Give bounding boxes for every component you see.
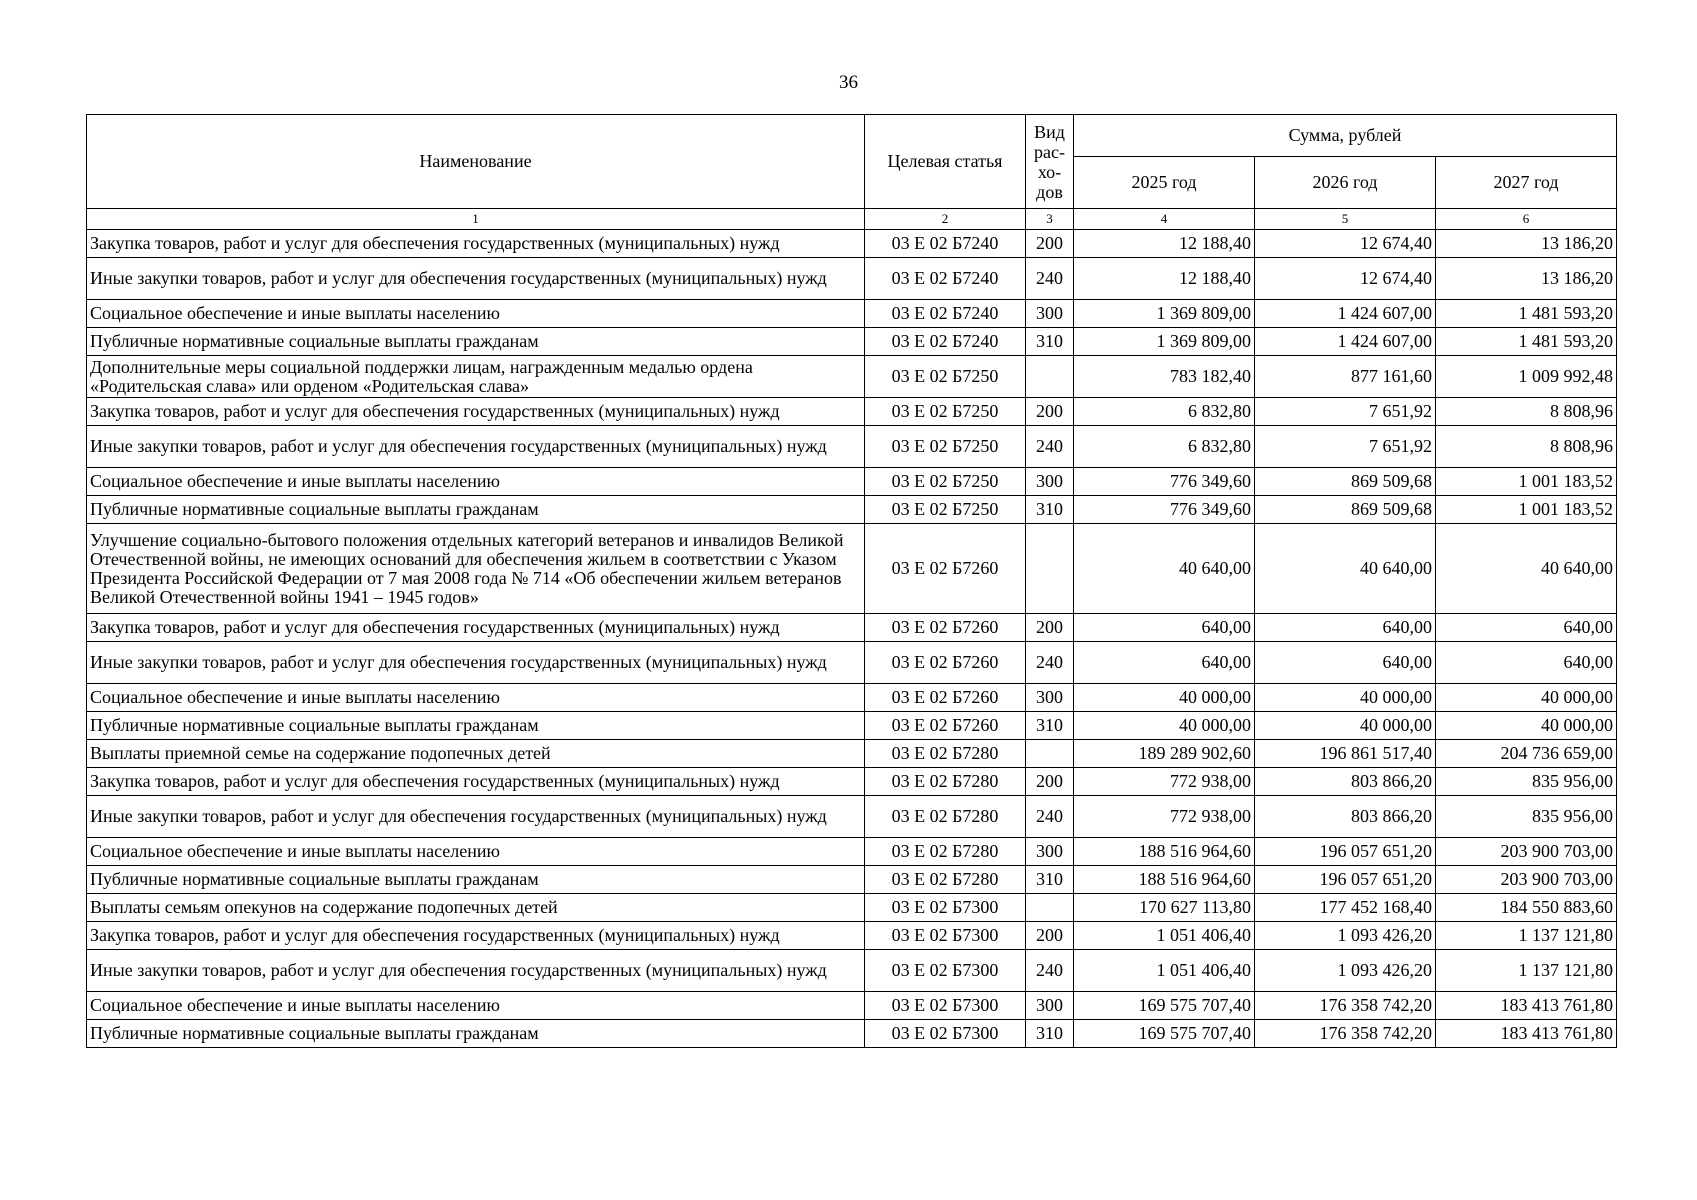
row-expense-type: 240: [1026, 796, 1074, 838]
row-name: Выплаты приемной семье на содержание подопечных детей: [87, 740, 865, 768]
row-name: Иные закупки товаров, работ и услуг для обеспечения государственных (муниципальных) нужд: [87, 258, 865, 300]
row-amount-2025: 12 188,40: [1074, 258, 1255, 300]
row-amount-2027: 40 000,00: [1436, 712, 1617, 740]
row-expense-type: 300: [1026, 300, 1074, 328]
row-target-code: 03 Е 02 Б7300: [865, 894, 1026, 922]
row-target-code: 03 Е 02 Б7280: [865, 768, 1026, 796]
row-amount-2026: 869 509,68: [1255, 496, 1436, 524]
row-amount-2026: 40 000,00: [1255, 712, 1436, 740]
row-amount-2025: 169 575 707,40: [1074, 992, 1255, 1020]
table-row: [87, 922, 1617, 950]
row-name: Публичные нормативные социальные выплаты гражданам: [87, 496, 865, 524]
row-amount-2025: 188 516 964,60: [1074, 866, 1255, 894]
row-target-code: 03 Е 02 Б7280: [865, 838, 1026, 866]
column-number: 2: [865, 209, 1026, 230]
row-name: Иные закупки товаров, работ и услуг для обеспечения государственных (муниципальных) нужд: [87, 426, 865, 468]
row-name: Социальное обеспечение и иные выплаты населению: [87, 838, 865, 866]
row-amount-2027: 13 186,20: [1436, 230, 1617, 258]
header-sum: Сумма, рублей: [1074, 115, 1617, 157]
row-target-code: 03 Е 02 Б7260: [865, 524, 1026, 614]
row-amount-2025: 1 051 406,40: [1074, 950, 1255, 992]
row-name: Социальное обеспечение и иные выплаты населению: [87, 684, 865, 712]
row-amount-2026: 196 057 651,20: [1255, 838, 1436, 866]
table-row: [87, 866, 1617, 894]
row-amount-2025: 170 627 113,80: [1074, 894, 1255, 922]
row-amount-2026: 7 651,92: [1255, 398, 1436, 426]
row-expense-type: 310: [1026, 1020, 1074, 1048]
row-amount-2025: 40 000,00: [1074, 684, 1255, 712]
table-row: [87, 894, 1617, 922]
row-name: Иные закупки товаров, работ и услуг для обеспечения государственных (муниципальных) нужд: [87, 642, 865, 684]
row-target-code: 03 Е 02 Б7240: [865, 230, 1026, 258]
row-amount-2025: 12 188,40: [1074, 230, 1255, 258]
row-amount-2027: 640,00: [1436, 614, 1617, 642]
row-amount-2025: 772 938,00: [1074, 796, 1255, 838]
row-amount-2025: 772 938,00: [1074, 768, 1255, 796]
row-amount-2027: 835 956,00: [1436, 768, 1617, 796]
row-expense-type: 240: [1026, 426, 1074, 468]
row-name: Публичные нормативные социальные выплаты гражданам: [87, 866, 865, 894]
row-name: Закупка товаров, работ и услуг для обеспечения государственных (муниципальных) нужд: [87, 768, 865, 796]
table-row: [87, 496, 1617, 524]
header-year-2026: 2026 год: [1255, 157, 1436, 209]
row-target-code: 03 Е 02 Б7300: [865, 950, 1026, 992]
row-amount-2025: 1 369 809,00: [1074, 300, 1255, 328]
row-amount-2025: 169 575 707,40: [1074, 1020, 1255, 1048]
table-row: [87, 642, 1617, 684]
row-target-code: 03 Е 02 Б7260: [865, 684, 1026, 712]
table-row: [87, 1020, 1617, 1048]
row-expense-type: 200: [1026, 398, 1074, 426]
table-row: [87, 614, 1617, 642]
row-amount-2026: 40 000,00: [1255, 684, 1436, 712]
row-amount-2026: 12 674,40: [1255, 230, 1436, 258]
row-name: Публичные нормативные социальные выплаты гражданам: [87, 328, 865, 356]
row-target-code: 03 Е 02 Б7250: [865, 468, 1026, 496]
row-amount-2025: 188 516 964,60: [1074, 838, 1255, 866]
row-expense-type: 310: [1026, 328, 1074, 356]
row-amount-2025: 40 000,00: [1074, 712, 1255, 740]
row-amount-2026: 176 358 742,20: [1255, 992, 1436, 1020]
table-row: [87, 468, 1617, 496]
row-amount-2026: 176 358 742,20: [1255, 1020, 1436, 1048]
row-target-code: 03 Е 02 Б7300: [865, 1020, 1026, 1048]
row-amount-2026: 640,00: [1255, 642, 1436, 684]
row-expense-type: 300: [1026, 992, 1074, 1020]
row-amount-2026: 196 861 517,40: [1255, 740, 1436, 768]
row-expense-type: 310: [1026, 712, 1074, 740]
row-amount-2026: 640,00: [1255, 614, 1436, 642]
row-amount-2026: 803 866,20: [1255, 768, 1436, 796]
row-amount-2027: 1 137 121,80: [1436, 950, 1617, 992]
table-row: [87, 838, 1617, 866]
row-amount-2027: 1 137 121,80: [1436, 922, 1617, 950]
table-row: [87, 328, 1617, 356]
row-amount-2027: 183 413 761,80: [1436, 1020, 1617, 1048]
budget-table: [86, 114, 1617, 1048]
row-amount-2027: 13 186,20: [1436, 258, 1617, 300]
row-expense-type: [1026, 356, 1074, 398]
row-amount-2027: 640,00: [1436, 642, 1617, 684]
row-name: Социальное обеспечение и иные выплаты населению: [87, 300, 865, 328]
row-amount-2026: 1 424 607,00: [1255, 300, 1436, 328]
row-name: Публичные нормативные социальные выплаты гражданам: [87, 1020, 865, 1048]
table-row: [87, 398, 1617, 426]
table-row: [87, 992, 1617, 1020]
row-amount-2026: 196 057 651,20: [1255, 866, 1436, 894]
column-numbers-row: [87, 209, 1617, 230]
row-amount-2027: 1 001 183,52: [1436, 496, 1617, 524]
row-expense-type: 200: [1026, 768, 1074, 796]
header-target: Целевая статья: [865, 115, 1026, 209]
row-amount-2026: 40 640,00: [1255, 524, 1436, 614]
row-target-code: 03 Е 02 Б7280: [865, 866, 1026, 894]
row-amount-2027: 184 550 883,60: [1436, 894, 1617, 922]
row-amount-2027: 203 900 703,00: [1436, 866, 1617, 894]
table-row: [87, 230, 1617, 258]
row-name: Закупка товаров, работ и услуг для обеспечения государственных (муниципальных) нужд: [87, 398, 865, 426]
table-row: [87, 796, 1617, 838]
row-amount-2025: 1 369 809,00: [1074, 328, 1255, 356]
row-target-code: 03 Е 02 Б7280: [865, 796, 1026, 838]
row-expense-type: 240: [1026, 258, 1074, 300]
row-target-code: 03 Е 02 Б7250: [865, 356, 1026, 398]
row-amount-2026: 177 452 168,40: [1255, 894, 1436, 922]
table-row: [87, 684, 1617, 712]
row-target-code: 03 Е 02 Б7280: [865, 740, 1026, 768]
row-target-code: 03 Е 02 Б7300: [865, 922, 1026, 950]
row-target-code: 03 Е 02 Б7300: [865, 992, 1026, 1020]
row-amount-2027: 8 808,96: [1436, 426, 1617, 468]
row-amount-2025: 6 832,80: [1074, 426, 1255, 468]
header-vid: Вид рас- хо- дов: [1026, 115, 1074, 209]
page-number: 36: [839, 72, 858, 93]
row-name: Социальное обеспечение и иные выплаты населению: [87, 992, 865, 1020]
row-expense-type: 300: [1026, 684, 1074, 712]
table-row: [87, 300, 1617, 328]
row-expense-type: [1026, 894, 1074, 922]
row-amount-2027: 183 413 761,80: [1436, 992, 1617, 1020]
row-amount-2025: 189 289 902,60: [1074, 740, 1255, 768]
row-amount-2027: 203 900 703,00: [1436, 838, 1617, 866]
row-name: Иные закупки товаров, работ и услуг для обеспечения государственных (муниципальных) нужд: [87, 950, 865, 992]
row-target-code: 03 Е 02 Б7260: [865, 642, 1026, 684]
table-row: [87, 712, 1617, 740]
table-row: [87, 258, 1617, 300]
row-expense-type: [1026, 524, 1074, 614]
row-expense-type: 240: [1026, 950, 1074, 992]
row-amount-2025: 40 640,00: [1074, 524, 1255, 614]
row-amount-2026: 1 424 607,00: [1255, 328, 1436, 356]
column-number: 4: [1074, 209, 1255, 230]
row-expense-type: 310: [1026, 496, 1074, 524]
row-amount-2027: 1 009 992,48: [1436, 356, 1617, 398]
row-amount-2026: 869 509,68: [1255, 468, 1436, 496]
table-row: [87, 768, 1617, 796]
row-expense-type: 200: [1026, 230, 1074, 258]
row-target-code: 03 Е 02 Б7250: [865, 426, 1026, 468]
row-amount-2027: 40 000,00: [1436, 684, 1617, 712]
row-name: Дополнительные меры социальной поддержки лицам, награжденным медалью ордена «Родительская слава» или орденом «Родительская слава»: [87, 356, 865, 398]
row-name: Выплаты семьям опекунов на содержание подопечных детей: [87, 894, 865, 922]
row-name: Закупка товаров, работ и услуг для обеспечения государственных (муниципальных) нужд: [87, 230, 865, 258]
row-amount-2027: 1 481 593,20: [1436, 300, 1617, 328]
row-amount-2025: 776 349,60: [1074, 496, 1255, 524]
row-target-code: 03 Е 02 Б7260: [865, 614, 1026, 642]
header-name: Наименование: [87, 115, 865, 209]
row-name: Иные закупки товаров, работ и услуг для обеспечения государственных (муниципальных) нужд: [87, 796, 865, 838]
row-amount-2026: 877 161,60: [1255, 356, 1436, 398]
row-amount-2025: 776 349,60: [1074, 468, 1255, 496]
row-name: Публичные нормативные социальные выплаты гражданам: [87, 712, 865, 740]
row-name: Социальное обеспечение и иные выплаты населению: [87, 468, 865, 496]
row-amount-2027: 1 481 593,20: [1436, 328, 1617, 356]
table-row: [87, 950, 1617, 992]
table-row: [87, 356, 1617, 398]
table-row: [87, 426, 1617, 468]
row-expense-type: 310: [1026, 866, 1074, 894]
row-amount-2025: 640,00: [1074, 614, 1255, 642]
row-amount-2027: 835 956,00: [1436, 796, 1617, 838]
table-body: [87, 230, 1617, 1048]
row-amount-2026: 1 093 426,20: [1255, 922, 1436, 950]
row-target-code: 03 Е 02 Б7240: [865, 328, 1026, 356]
row-expense-type: 200: [1026, 614, 1074, 642]
row-amount-2027: 204 736 659,00: [1436, 740, 1617, 768]
column-number: 6: [1436, 209, 1617, 230]
row-expense-type: 200: [1026, 922, 1074, 950]
row-amount-2025: 783 182,40: [1074, 356, 1255, 398]
row-target-code: 03 Е 02 Б7250: [865, 496, 1026, 524]
table-row: [87, 524, 1617, 614]
header-year-2025: 2025 год: [1074, 157, 1255, 209]
table-row: [87, 740, 1617, 768]
header-year-2027: 2027 год: [1436, 157, 1617, 209]
row-expense-type: [1026, 740, 1074, 768]
row-expense-type: 300: [1026, 838, 1074, 866]
row-amount-2026: 1 093 426,20: [1255, 950, 1436, 992]
row-expense-type: 300: [1026, 468, 1074, 496]
row-amount-2025: 1 051 406,40: [1074, 922, 1255, 950]
row-amount-2027: 1 001 183,52: [1436, 468, 1617, 496]
column-number: 3: [1026, 209, 1074, 230]
row-amount-2026: 12 674,40: [1255, 258, 1436, 300]
row-target-code: 03 Е 02 Б7250: [865, 398, 1026, 426]
column-number: 5: [1255, 209, 1436, 230]
row-amount-2027: 8 808,96: [1436, 398, 1617, 426]
row-target-code: 03 Е 02 Б7240: [865, 258, 1026, 300]
row-amount-2026: 803 866,20: [1255, 796, 1436, 838]
row-name: Закупка товаров, работ и услуг для обеспечения государственных (муниципальных) нужд: [87, 614, 865, 642]
row-name: Закупка товаров, работ и услуг для обеспечения государственных (муниципальных) нужд: [87, 922, 865, 950]
row-amount-2025: 6 832,80: [1074, 398, 1255, 426]
row-amount-2027: 40 640,00: [1436, 524, 1617, 614]
row-amount-2026: 7 651,92: [1255, 426, 1436, 468]
row-amount-2025: 640,00: [1074, 642, 1255, 684]
row-expense-type: 240: [1026, 642, 1074, 684]
column-number: 1: [87, 209, 865, 230]
row-target-code: 03 Е 02 Б7240: [865, 300, 1026, 328]
row-target-code: 03 Е 02 Б7260: [865, 712, 1026, 740]
row-name: Улучшение социально-бытового положения отдельных категорий ветеранов и инвалидов Великой Отечественной войны, не имеющих оснований для обеспечения жильем в соответствии с Указом Президента Российской Федерации от 7 мая 2008 года № 714 «Об обеспечении жильем ветеранов Великой Отечественной войны 1941 – 1945 годов»: [87, 524, 865, 614]
